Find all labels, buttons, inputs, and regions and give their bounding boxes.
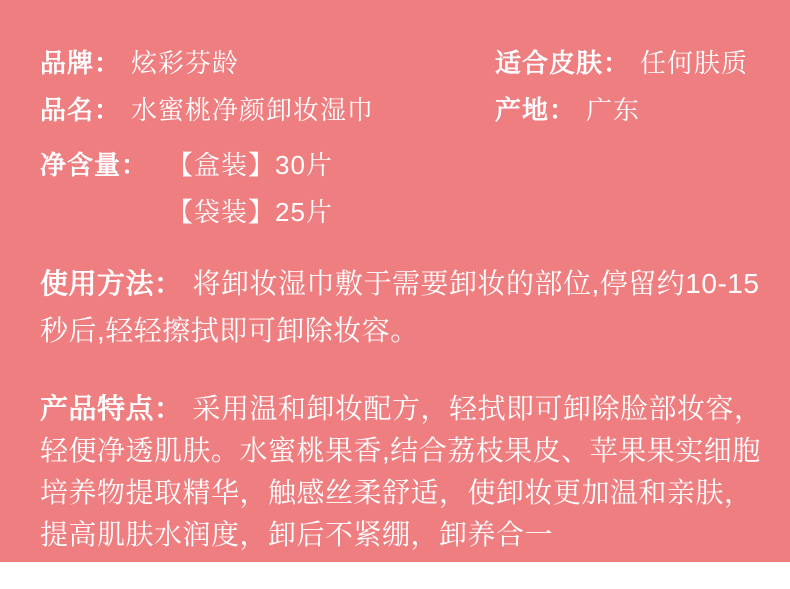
usage-line-2 xyxy=(40,305,762,352)
spec-row-brand-skin xyxy=(40,38,762,85)
spec-skin-type xyxy=(495,43,748,80)
product-name-value: 水蜜桃净颜卸妆湿巾 xyxy=(131,95,375,125)
features-line-3 xyxy=(40,470,762,512)
spec-brand xyxy=(40,43,495,80)
usage-section xyxy=(40,258,762,352)
spec-row-name-origin xyxy=(40,85,762,132)
net-content-label: 净含量： xyxy=(40,150,149,180)
net-content-box-value: 【盒装】30片 xyxy=(167,150,333,180)
brand-label: 品牌： xyxy=(40,48,122,78)
features-section xyxy=(40,386,762,554)
net-content-bag-value: 【袋装】25片 xyxy=(167,197,333,227)
features-text-2: 轻便净透肌肤。水蜜桃果香,结合荔枝果皮、苹果果实细胞 xyxy=(40,435,761,466)
product-name-label: 品名： xyxy=(40,95,122,125)
brand-value: 炫彩芬龄 xyxy=(131,48,240,78)
usage-line-1 xyxy=(40,258,762,305)
spec-net-content-bag xyxy=(40,187,762,234)
features-line-4 xyxy=(40,512,762,554)
skin-type-label: 适合皮肤： xyxy=(495,48,631,78)
features-text-4: 提高肌肤水润度，卸后不紧绷，卸养合一 xyxy=(40,519,554,550)
spec-product-name xyxy=(40,90,495,127)
features-text-1: 采用温和卸妆配方，轻拭即可卸除脸部妆容， xyxy=(192,393,763,424)
features-label: 产品特点： xyxy=(40,393,183,424)
skin-type-value: 任何肤质 xyxy=(640,48,749,78)
usage-text-2: 秒后,轻轻擦拭即可卸除妆容。 xyxy=(40,314,419,346)
usage-label: 使用方法： xyxy=(40,267,183,299)
features-line-2 xyxy=(40,428,762,470)
origin-label: 产地： xyxy=(495,95,577,125)
bottom-white-strip xyxy=(0,562,790,589)
spec-net-content-box xyxy=(40,140,762,187)
spec-origin xyxy=(495,90,640,127)
features-text-3: 培养物提取精华，触感丝柔舒适，使卸妆更加温和亲肤， xyxy=(40,477,753,508)
origin-value: 广东 xyxy=(586,95,641,125)
features-line-1 xyxy=(40,386,762,428)
usage-text-1: 将卸妆湿巾敷于需要卸妆的部位,停留约10-15 xyxy=(192,267,760,299)
